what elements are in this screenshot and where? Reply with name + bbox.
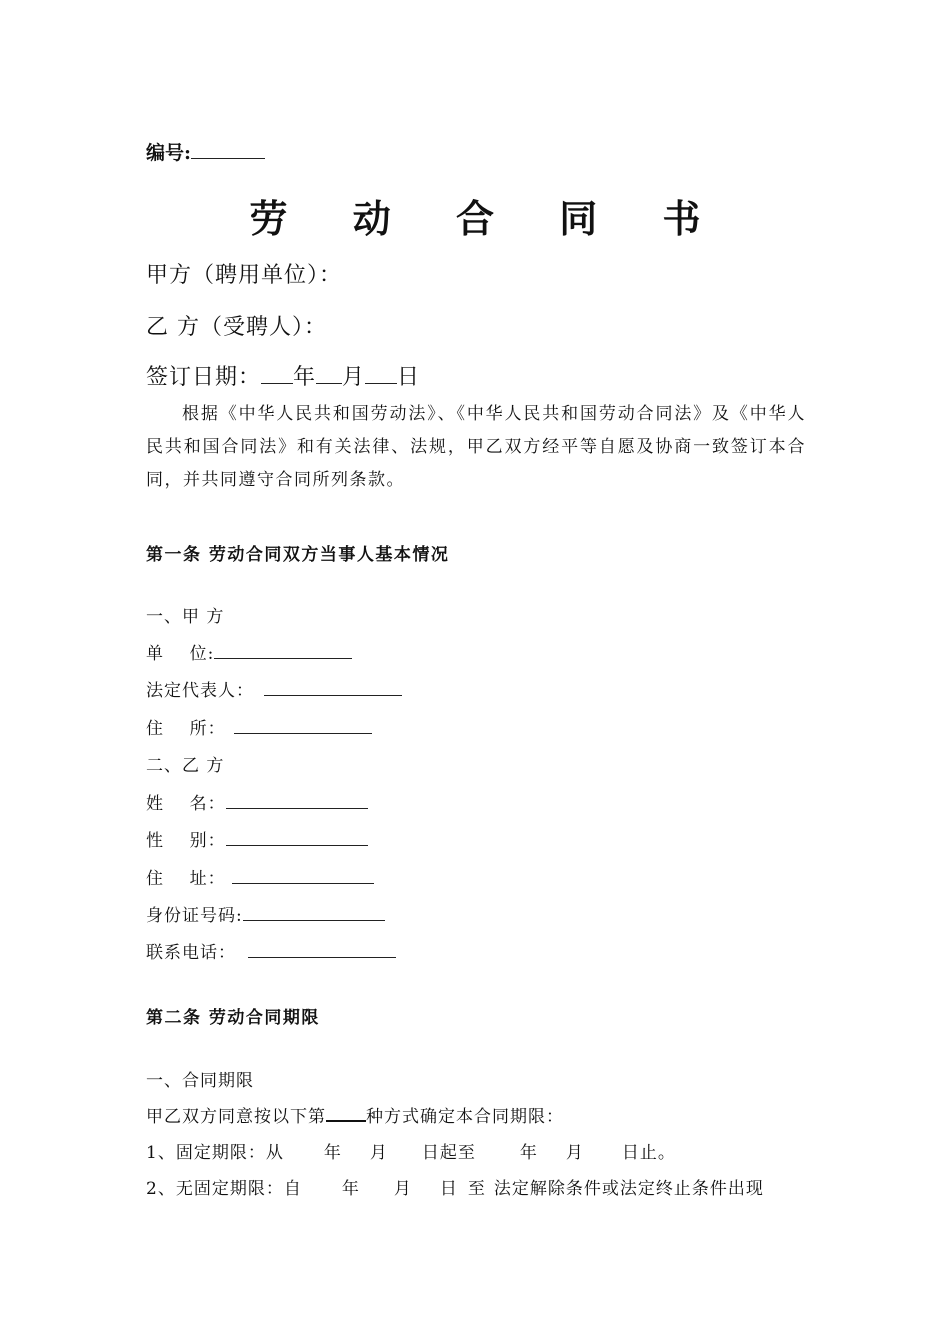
legal-rep-blank[interactable] (264, 681, 402, 696)
open-suffix: 法定解除条件或法定终止条件出现 (493, 1179, 764, 1199)
open-year: 年 (341, 1179, 360, 1199)
party-b-heading: 二、乙 方 (146, 756, 225, 776)
document-number (146, 138, 265, 165)
id-row (146, 901, 385, 926)
unit-blank[interactable] (214, 644, 352, 659)
term-method-blank[interactable] (326, 1106, 366, 1122)
residence-a-blank[interactable] (234, 719, 372, 734)
gender-row (146, 826, 368, 851)
fixed-term-prefix: 1、固定期限：从 (146, 1143, 284, 1163)
name-label: 姓 名： (146, 794, 226, 814)
fixed-month-to: 月 (565, 1143, 584, 1163)
unit-label: 单 位: (146, 644, 215, 664)
term-method-pre: 甲乙双方同意按以下第 (146, 1107, 326, 1127)
sign-year-blank[interactable] (261, 369, 293, 384)
party-b-line: 乙 方（受聘人）： (146, 315, 327, 340)
term-heading: 一、合同期限 (146, 1071, 254, 1091)
legal-rep-label: 法定代表人： (146, 681, 254, 701)
sign-date-line (146, 360, 420, 391)
document-number-label: 编号: (146, 142, 192, 164)
fixed-year-from: 年 (323, 1143, 342, 1163)
fixed-day-to: 日止。 (621, 1143, 676, 1163)
name-row (146, 789, 368, 814)
address-label: 住 址： (146, 869, 226, 889)
open-term-row (146, 1174, 764, 1199)
fixed-month-from: 月 (369, 1143, 388, 1163)
phone-label: 联系电话： (146, 943, 236, 963)
residence-a-label: 住 所： (146, 719, 226, 739)
residence-a-row (146, 714, 372, 739)
fixed-term-row (146, 1138, 676, 1163)
article-2-heading: 第二条 劳动合同期限 (146, 1008, 320, 1028)
phone-row (146, 938, 396, 963)
id-label: 身份证号码: (146, 906, 243, 926)
page-title: 劳 动 合 同 书 (249, 196, 727, 241)
intro-paragraph: 根据《中华人民共和国劳动法》、《中华人民共和国劳动合同法》及《中华人民共和国合同法》和有关法律、法规，甲乙双方经平等自愿及协商一致签订本合同，并共同遵守合同所列条款。 (146, 404, 806, 490)
address-row (146, 864, 374, 889)
sign-month-blank[interactable] (316, 369, 342, 384)
gender-blank[interactable] (226, 831, 368, 846)
sign-day-unit: 日 (397, 365, 421, 390)
sign-year-unit: 年 (293, 365, 317, 390)
document-number-blank[interactable] (191, 144, 265, 159)
open-to: 至 (467, 1179, 486, 1199)
open-month: 月 (393, 1179, 412, 1199)
legal-rep-row (146, 676, 402, 701)
term-method-post: 种方式确定本合同期限： (366, 1107, 564, 1127)
party-a-heading: 一、甲 方 (146, 607, 225, 627)
party-a-line: 甲方（聘用单位）： (146, 263, 343, 288)
gender-label: 性 别： (146, 831, 226, 851)
sign-day-blank[interactable] (365, 369, 397, 384)
article-1-heading: 第一条 劳动合同双方当事人基本情况 (146, 545, 450, 565)
sign-date-label: 签订日期： (146, 365, 262, 390)
unit-row (146, 639, 352, 664)
open-day: 日 (439, 1179, 458, 1199)
id-blank[interactable] (243, 906, 385, 921)
sign-month-unit: 月 (342, 365, 366, 390)
name-blank[interactable] (226, 794, 368, 809)
address-blank[interactable] (232, 869, 374, 884)
fixed-day-from: 日起至 (421, 1143, 476, 1163)
phone-blank[interactable] (248, 943, 396, 958)
open-term-prefix: 2、无固定期限：自 (146, 1179, 302, 1199)
fixed-year-to: 年 (519, 1143, 538, 1163)
term-method-row (146, 1102, 564, 1127)
